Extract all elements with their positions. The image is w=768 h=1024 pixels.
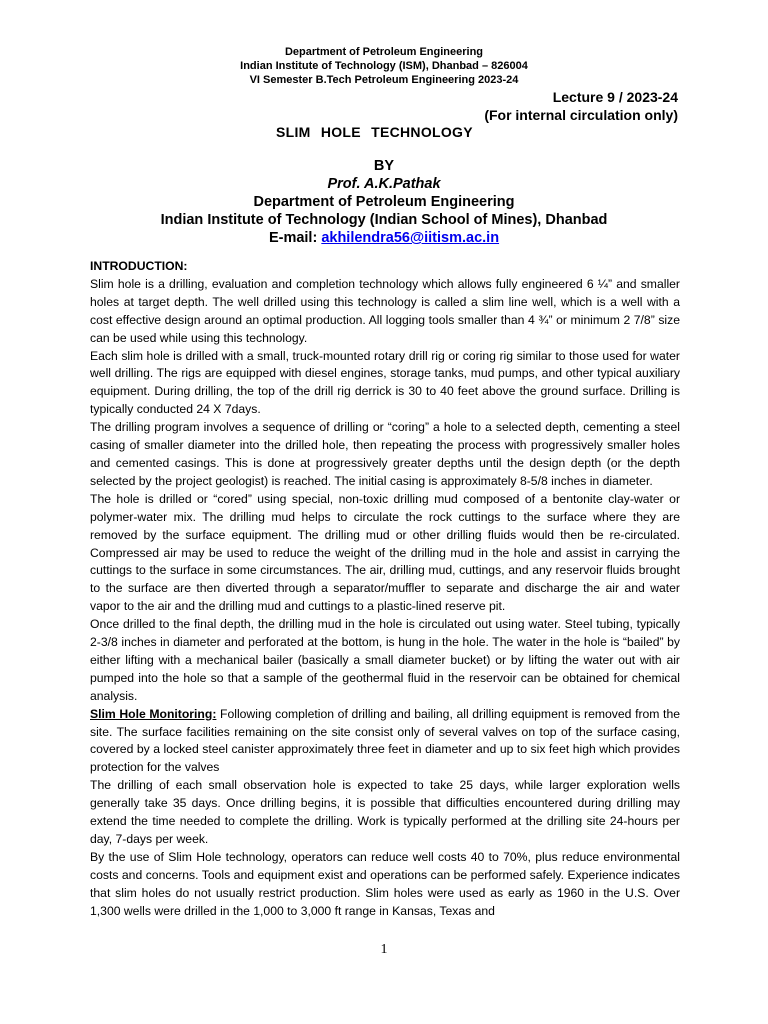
author-institute: Indian Institute of Technology (Indian School of Mines), Dhanbad <box>160 212 608 228</box>
paragraph-8: By the use of Slim Hole technology, operators can reduce well costs 40 to 70%, plus reduce environmental costs and concerns. Tools and equipment exist and operations can be performed safely. Experience indicates that slim holes do not usually restrict production. Slim holes were used as early as 1960 in the U.S. Over 1,300 wells were drilled in the 1,000 to 3,000 ft range in Kansas, Texas and <box>90 849 680 918</box>
author-block <box>0 157 768 247</box>
author-name: Prof. A.K.Pathak <box>327 176 441 192</box>
document-title: SLIM HOLE TECHNOLOGY <box>276 124 473 140</box>
email-link[interactable]: akhilendra56@iitism.ac.in <box>321 230 500 246</box>
paragraph-6 <box>90 706 680 778</box>
intro-heading: INTRODUCTION: <box>90 259 188 273</box>
author-email-line <box>0 229 768 247</box>
paragraph-7: The drilling of each small observation hole is expected to take 25 days, while larger exploration wells generally take 35 days. Once drilling begins, it is possible that difficulties encountered during drilling may extend the time needed to complete the drilling. Work is typically performed at the drilling site 24-hours per day, 7-days per week. <box>90 778 680 846</box>
by-label: BY <box>373 158 395 174</box>
lecture-info <box>484 88 678 124</box>
paragraph-5: Once drilled to the final depth, the drilling mud in the hole is circulated out using water. Steel tubing, typically 2-3/8 inches in diameter and perforated at the bottom, is hung in the hole. The water in the hole is “bailed” by either lifting with a mechanical bailer (basically a small diameter bucket) or by lifting the water out with air pumped into the hole so that a sample of the geothermal fluid in the reservoir can be obtained for chemical analysis. <box>90 617 680 703</box>
paragraph-6-text: Following completion of drilling and bailing, all drilling equipment is removed from the site. The surface facilities remaining on the site consist only of several valves on top of the surface casing, covered by a locked steel canister approximately three feet in diameter and up to six feet high which provides protection for the valves <box>90 706 681 775</box>
monitoring-heading: Slim Hole Monitoring: <box>90 706 217 721</box>
header-institute: Indian Institute of Technology (ISM), Dhanbad – 826004 <box>240 60 528 72</box>
author-department: Department of Petroleum Engineering <box>253 194 515 210</box>
lecture-number: Lecture 9 / 2023-24 <box>552 89 678 105</box>
header-semester: VI Semester B.Tech Petroleum Engineering 2023-24 <box>249 74 519 86</box>
page-number: 1 <box>380 942 388 957</box>
paragraph-1: Slim hole is a drilling, evaluation and completion technology which allows fully engineered 6 ¼” and smaller holes at target depth. The well drilled using this technology is called a slim line well, which is a well with a cost effective design around an optimal production. All logging tools smaller than 4 ¾” or minimum 2 7/8” size can be used while using this technology. <box>90 276 680 345</box>
header-dept: Department of Petroleum Engineering <box>284 46 484 58</box>
document-body <box>90 258 680 921</box>
email-label: E-mail: <box>268 230 318 246</box>
paragraph-4: The hole is drilled or “cored” using special, non-toxic drilling mud composed of a bentonite clay-water or polymer-water mix. The drilling mud helps to circulate the rock cuttings to the surface where they are removed by the surface equipment. The drilling mud or other drilling fluids would then be re-circulated. Compressed air may be used to reduce the weight of the drilling mud in the hole and assist in carrying the cuttings to the surface in some circumstances. The air, drilling mud, cuttings, and any reservoir fluids brought to the surface are then diverted through a separator/muffler to separate and discharge the air and water vapor to the air and the drilling mud and cuttings to a plastic-lined reserve pit. <box>90 491 680 614</box>
circulation-note: (For internal circulation only) <box>484 107 678 123</box>
paragraph-3: The drilling program involves a sequence of drilling or “coring” a hole to a selected depth, cementing a steel casing of smaller diameter into the drilled hole, then repeating the process with progressively smaller holes and cemented casings. This is done at progressively greater depths until the design depth (or the depth selected by the project geologist) is reached. The initial casing is approximately 8-5/8 inches in diameter. <box>90 420 680 488</box>
paragraph-2: Each slim hole is drilled with a small, truck-mounted rotary drill rig or coring rig similar to those used for water well drilling. The rigs are equipped with diesel engines, storage tanks, mud pumps, and other typical auxiliary equipment. During drilling, the top of the drill rig derrick is 30 to 40 feet above the ground surface. Drilling is typically conducted 24 X 7days. <box>90 348 680 417</box>
